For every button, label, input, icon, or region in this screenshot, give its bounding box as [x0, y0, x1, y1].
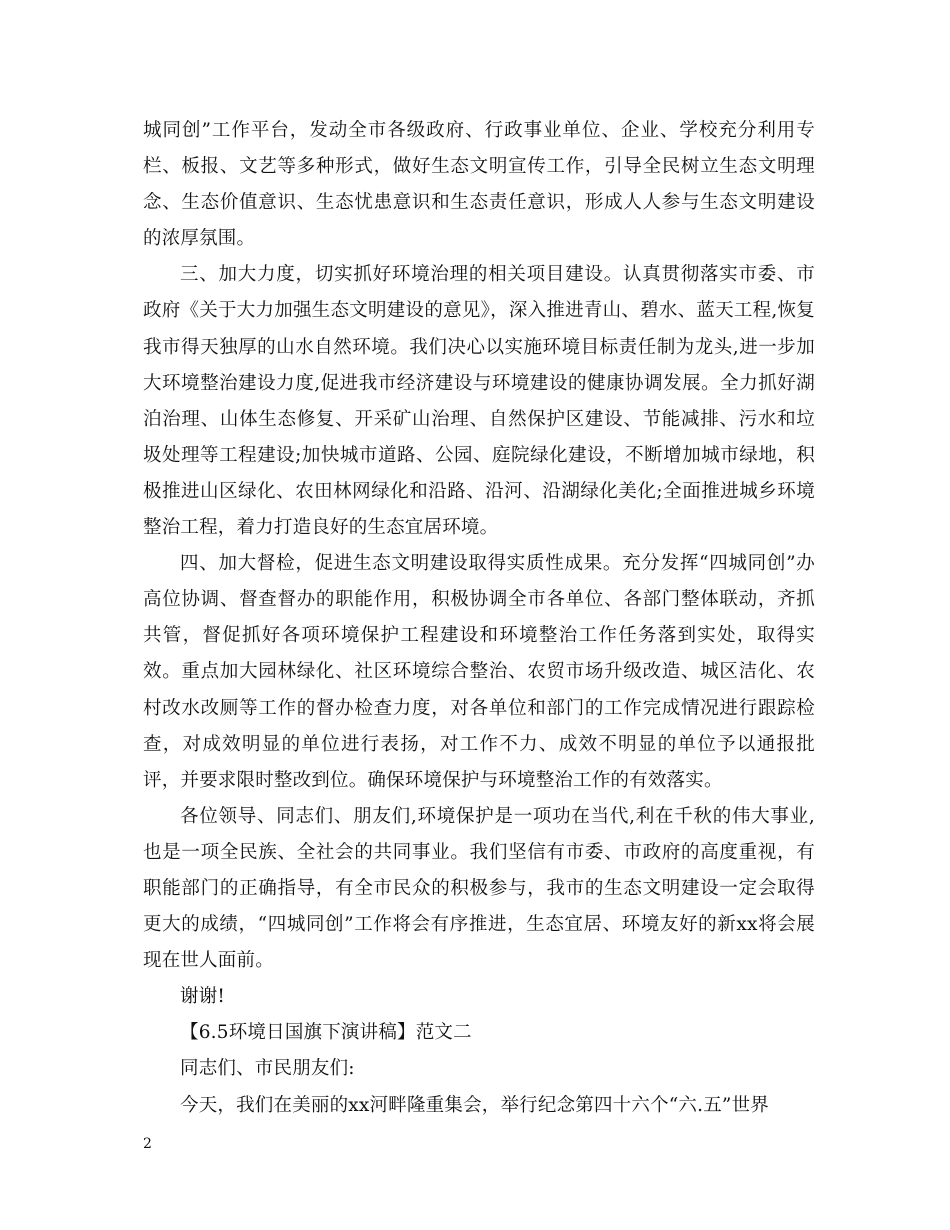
paragraph-opening: 今天，我们在美丽的xx河畔隆重集会，举行纪念第四十六个“六.五”世界 — [180, 1094, 769, 1116]
paragraph-section-three: 三、加大力度，切实抓好环境治理的相关项目建设。认真贯彻落实市委、市政府《关于大力加强生态文明建设的意见》，深入推进青山、碧水、蓝天工程,恢复我市得天独厚的山水自然环境。我们决心以实施环境目标责任制为龙头,进一步加大环境整治建设力度,促进我市经济建设与环境建设的健康协调发展。全力抓好湖泊治理、山体生态修复、开采矿山治理、自然保护区建设、节能减排、污水和垃圾处理等工程建设;加快城市道路、公园、庭院绿化建设，不断增加城市绿地，积极推进山区绿化、农田林网绿化和沿路、沿河、沿湖绿化美化;全面推进城乡环境整治工程，着力打造良好的生态宜居环境。 — [143, 264, 815, 539]
paragraph-continuation: 城同创”工作平台，发动全市各级政府、行政事业单位、企业、学校充分利用专栏、板报、文艺等多种形式，做好生态文明宣传工作，引导全民树立生态文明理念、生态价值意识、生态忧患意识和生态责任意识，形成人人参与生态文明建设的浓厚氛围。 — [143, 120, 815, 250]
document-body — [143, 113, 815, 1124]
paragraph-thanks: 谢谢! — [180, 986, 226, 1008]
paragraph-section-four: 四、加大督检，促进生态文明建设取得实质性成果。充分发挥“四城同创”办高位协调、督查督办的职能作用，积极协调全市各单位、各部门整体联动，齐抓共管，督促抓好各项环境保护工程建设和环境整治工作任务落到实处，取得实效。重点加大园林绿化、社区环境综合整治、农贸市场升级改造、城区洁化、农村改水改厕等工作的督办检查力度，对各单位和部门的工作完成情况进行跟踪检查，对成效明显的单位进行表扬，对工作不力、成效不明显的单位予以通报批评，并要求限时整改到位。确保环境保护与环境整治工作的有效落实。 — [143, 553, 815, 791]
sample-two-heading: 【6.5环境日国旗下演讲稿】范文二 — [180, 1022, 472, 1044]
paragraph-salutation: 同志们、市民朋友们: — [180, 1058, 355, 1080]
page-number: 2 — [143, 1136, 152, 1152]
paragraph-closing-remarks: 各位领导、同志们、朋友们,环境保护是一项功在当代,利在千秋的伟大事业,也是一项全民族、全社会的共同事业。我们坚信有市委、市政府的高度重视，有职能部门的正确指导，有全市民众的积极参与，我市的生态文明建设一定会取得更大的成绩，“四城同创”工作将会有序推进，生态宜居、环境友好的新xx将会展现在世人面前。 — [143, 805, 815, 972]
